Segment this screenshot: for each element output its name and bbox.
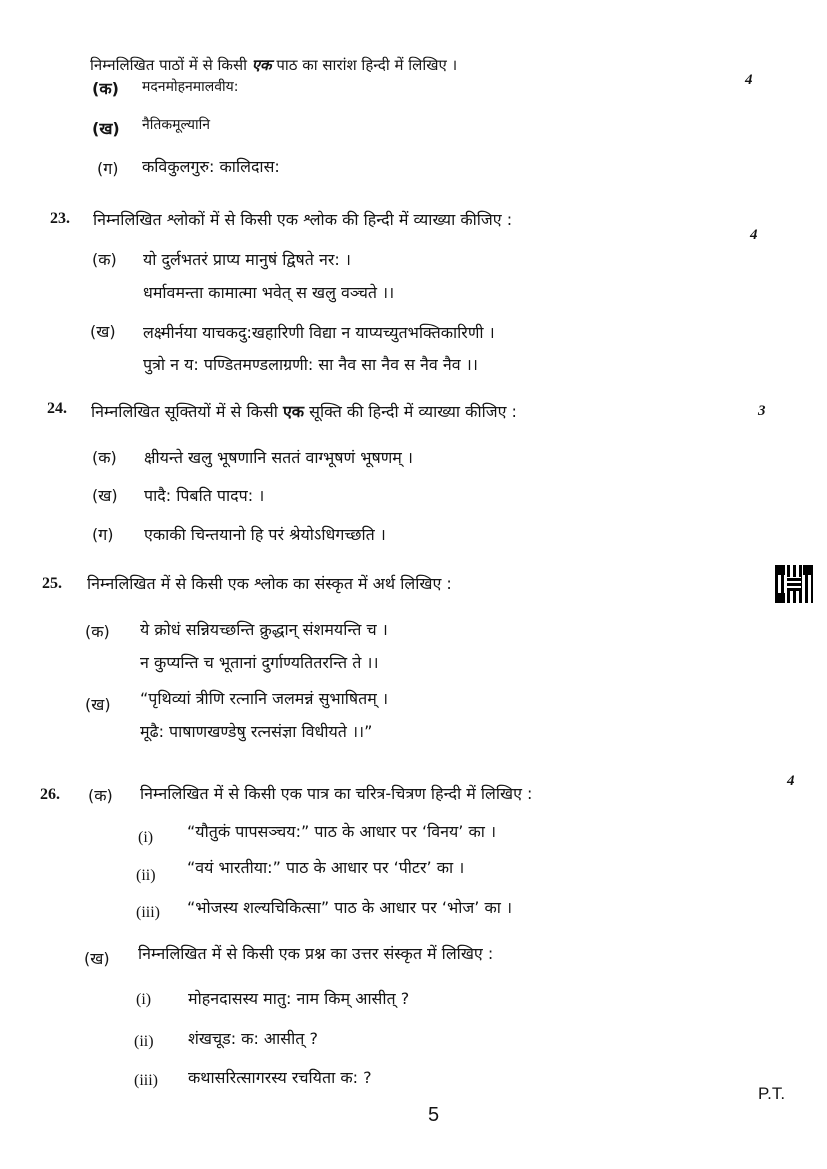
q26a-item-label: (ii): [136, 867, 156, 884]
q24-option-text: एकाकी चिन्तयानो हि परं श्रेयोऽधिगच्छति ।: [144, 525, 386, 544]
q24-option-label: (ग): [92, 525, 114, 544]
q23-option-label: (ख): [90, 322, 116, 341]
q23-option-label: (क): [92, 250, 117, 269]
q25-instruction: निम्नलिखित में से किसी एक श्लोक का संस्कृत में अर्थ लिखिए :: [87, 574, 452, 593]
q26a-label: (क): [88, 786, 113, 805]
q24-marks: 3: [758, 403, 766, 419]
q26a-item-text: “वयं भारतीया:” पाठ के आधार पर ‘पीटर’ का ।: [187, 858, 465, 877]
q24-option-text: पादै: पिबति पादप: ।: [144, 486, 265, 505]
q26a-item-text: “यौतुकं पापसञ्चय:” पाठ के आधार पर ‘विनय’ का ।: [187, 822, 497, 841]
q22-option-text: कविकुलगुरु: कालिदास:: [142, 157, 280, 176]
q24-instruction: निम्नलिखित सूक्तियों में से किसी एक सूक्ति की हिन्दी में व्याख्या कीजिए :: [91, 402, 517, 421]
emphasis-ek: एक: [282, 402, 305, 421]
page-number: 5: [428, 1104, 440, 1126]
emphasis-ek: एक: [278, 944, 300, 963]
q26b-item-label: (iii): [134, 1072, 158, 1089]
q23-number: 23.: [50, 210, 70, 227]
q22-option-text: मदनमोहनमालवीय:: [142, 79, 239, 95]
q22-instruction: निम्नलिखित पाठों में से किसी एक पाठ का सारांश हिन्दी में लिखिए ।: [90, 56, 458, 74]
q22-option-label: (ग): [97, 159, 119, 178]
q23-option-line1: यो दुर्लभतरं प्राप्य मानुषं द्विषते नर: ।: [143, 250, 351, 269]
q26-marks: 4: [787, 773, 795, 789]
q26b-item-text: कथासरित्सागरस्य रचयिता क: ?: [188, 1068, 372, 1087]
q22-option-label: (क): [92, 79, 119, 98]
q25-option-line1: “पृथिव्यां त्रीणि रत्नानि जलमन्नं सुभाषितम् ।: [140, 689, 389, 708]
q26b-item-text: मोहनदासस्य मातु: नाम किम् आसीत् ?: [188, 989, 410, 1008]
q23-option-line2: पुत्रो न य: पण्डितमण्डलाग्रणी: सा नैव सा नैव स नैव नैव ।।: [143, 355, 478, 374]
q26a-item-label: (iii): [136, 904, 160, 921]
q23-marks: 4: [750, 227, 758, 243]
q26a-item-text: “भोजस्य शल्यचिकित्सा” पाठ के आधार पर ‘भोज’ का ।: [187, 898, 513, 917]
q26a-instruction: निम्नलिखित में से किसी एक पात्र का चरित्र-चित्रण हिन्दी में लिखिए :: [140, 784, 533, 803]
q26b-item-label: (ii): [134, 1033, 154, 1050]
q23-option-line1: लक्ष्मीर्नया याचकदु:खहारिणी विद्या न याप्यच्युतभक्तिकारिणी ।: [143, 323, 495, 342]
q24-option-label: (क): [92, 448, 117, 467]
q24-option-text: क्षीयन्ते खलु भूषणानि सततं वाग्भूषणं भूषणम् ।: [144, 448, 413, 467]
q25-option-line1: ये क्रोधं सन्नियच्छन्ति क्रुद्धान् संशमयन्ति च ।: [140, 620, 388, 639]
q22-option-label: (ख): [92, 119, 120, 138]
pt-label: P.T.: [758, 1084, 786, 1103]
q26-number: 26.: [40, 786, 60, 803]
emphasis-ek: एक: [251, 56, 272, 74]
q25-option-line2: मूढै: पाषाणखण्डेषु रत्नसंज्ञा विधीयते ।।”: [140, 722, 373, 741]
q24-number: 24.: [47, 400, 67, 417]
q24-option-label: (ख): [92, 486, 118, 505]
q26b-label: (ख): [84, 949, 110, 968]
q25-number: 25.: [42, 575, 62, 592]
q26b-instruction: निम्नलिखित में से किसी एक प्रश्न का उत्तर संस्कृत में लिखिए :: [138, 944, 494, 963]
q23-instruction: निम्नलिखित श्लोकों में से किसी एक श्लोक की हिन्दी में व्याख्या कीजिए :: [93, 210, 513, 229]
q22-option-text: नैतिकमूल्यानि: [142, 117, 211, 133]
q26a-item-label: (i): [138, 829, 154, 846]
q23-option-line2: धर्मावमन्ता कामात्मा भवेत् स खलु वञ्चते ।।: [143, 283, 395, 302]
q25-option-label: (क): [85, 622, 110, 641]
q26b-item-text: शंखचूड: क: आसीत् ?: [188, 1029, 318, 1048]
q25-option-line2: न कुप्यन्ति च भूतानां दुर्गाण्यतितरन्ति ते ।।: [140, 653, 379, 672]
q25-option-label: (ख): [85, 695, 111, 714]
qr-code: [775, 565, 813, 603]
emphasis-ek: एक: [227, 574, 249, 593]
emphasis-ek: एक: [280, 784, 302, 803]
q26b-item-label: (i): [136, 991, 152, 1008]
q22-marks: 4: [745, 72, 753, 88]
emphasis-ek: एक: [276, 210, 299, 229]
